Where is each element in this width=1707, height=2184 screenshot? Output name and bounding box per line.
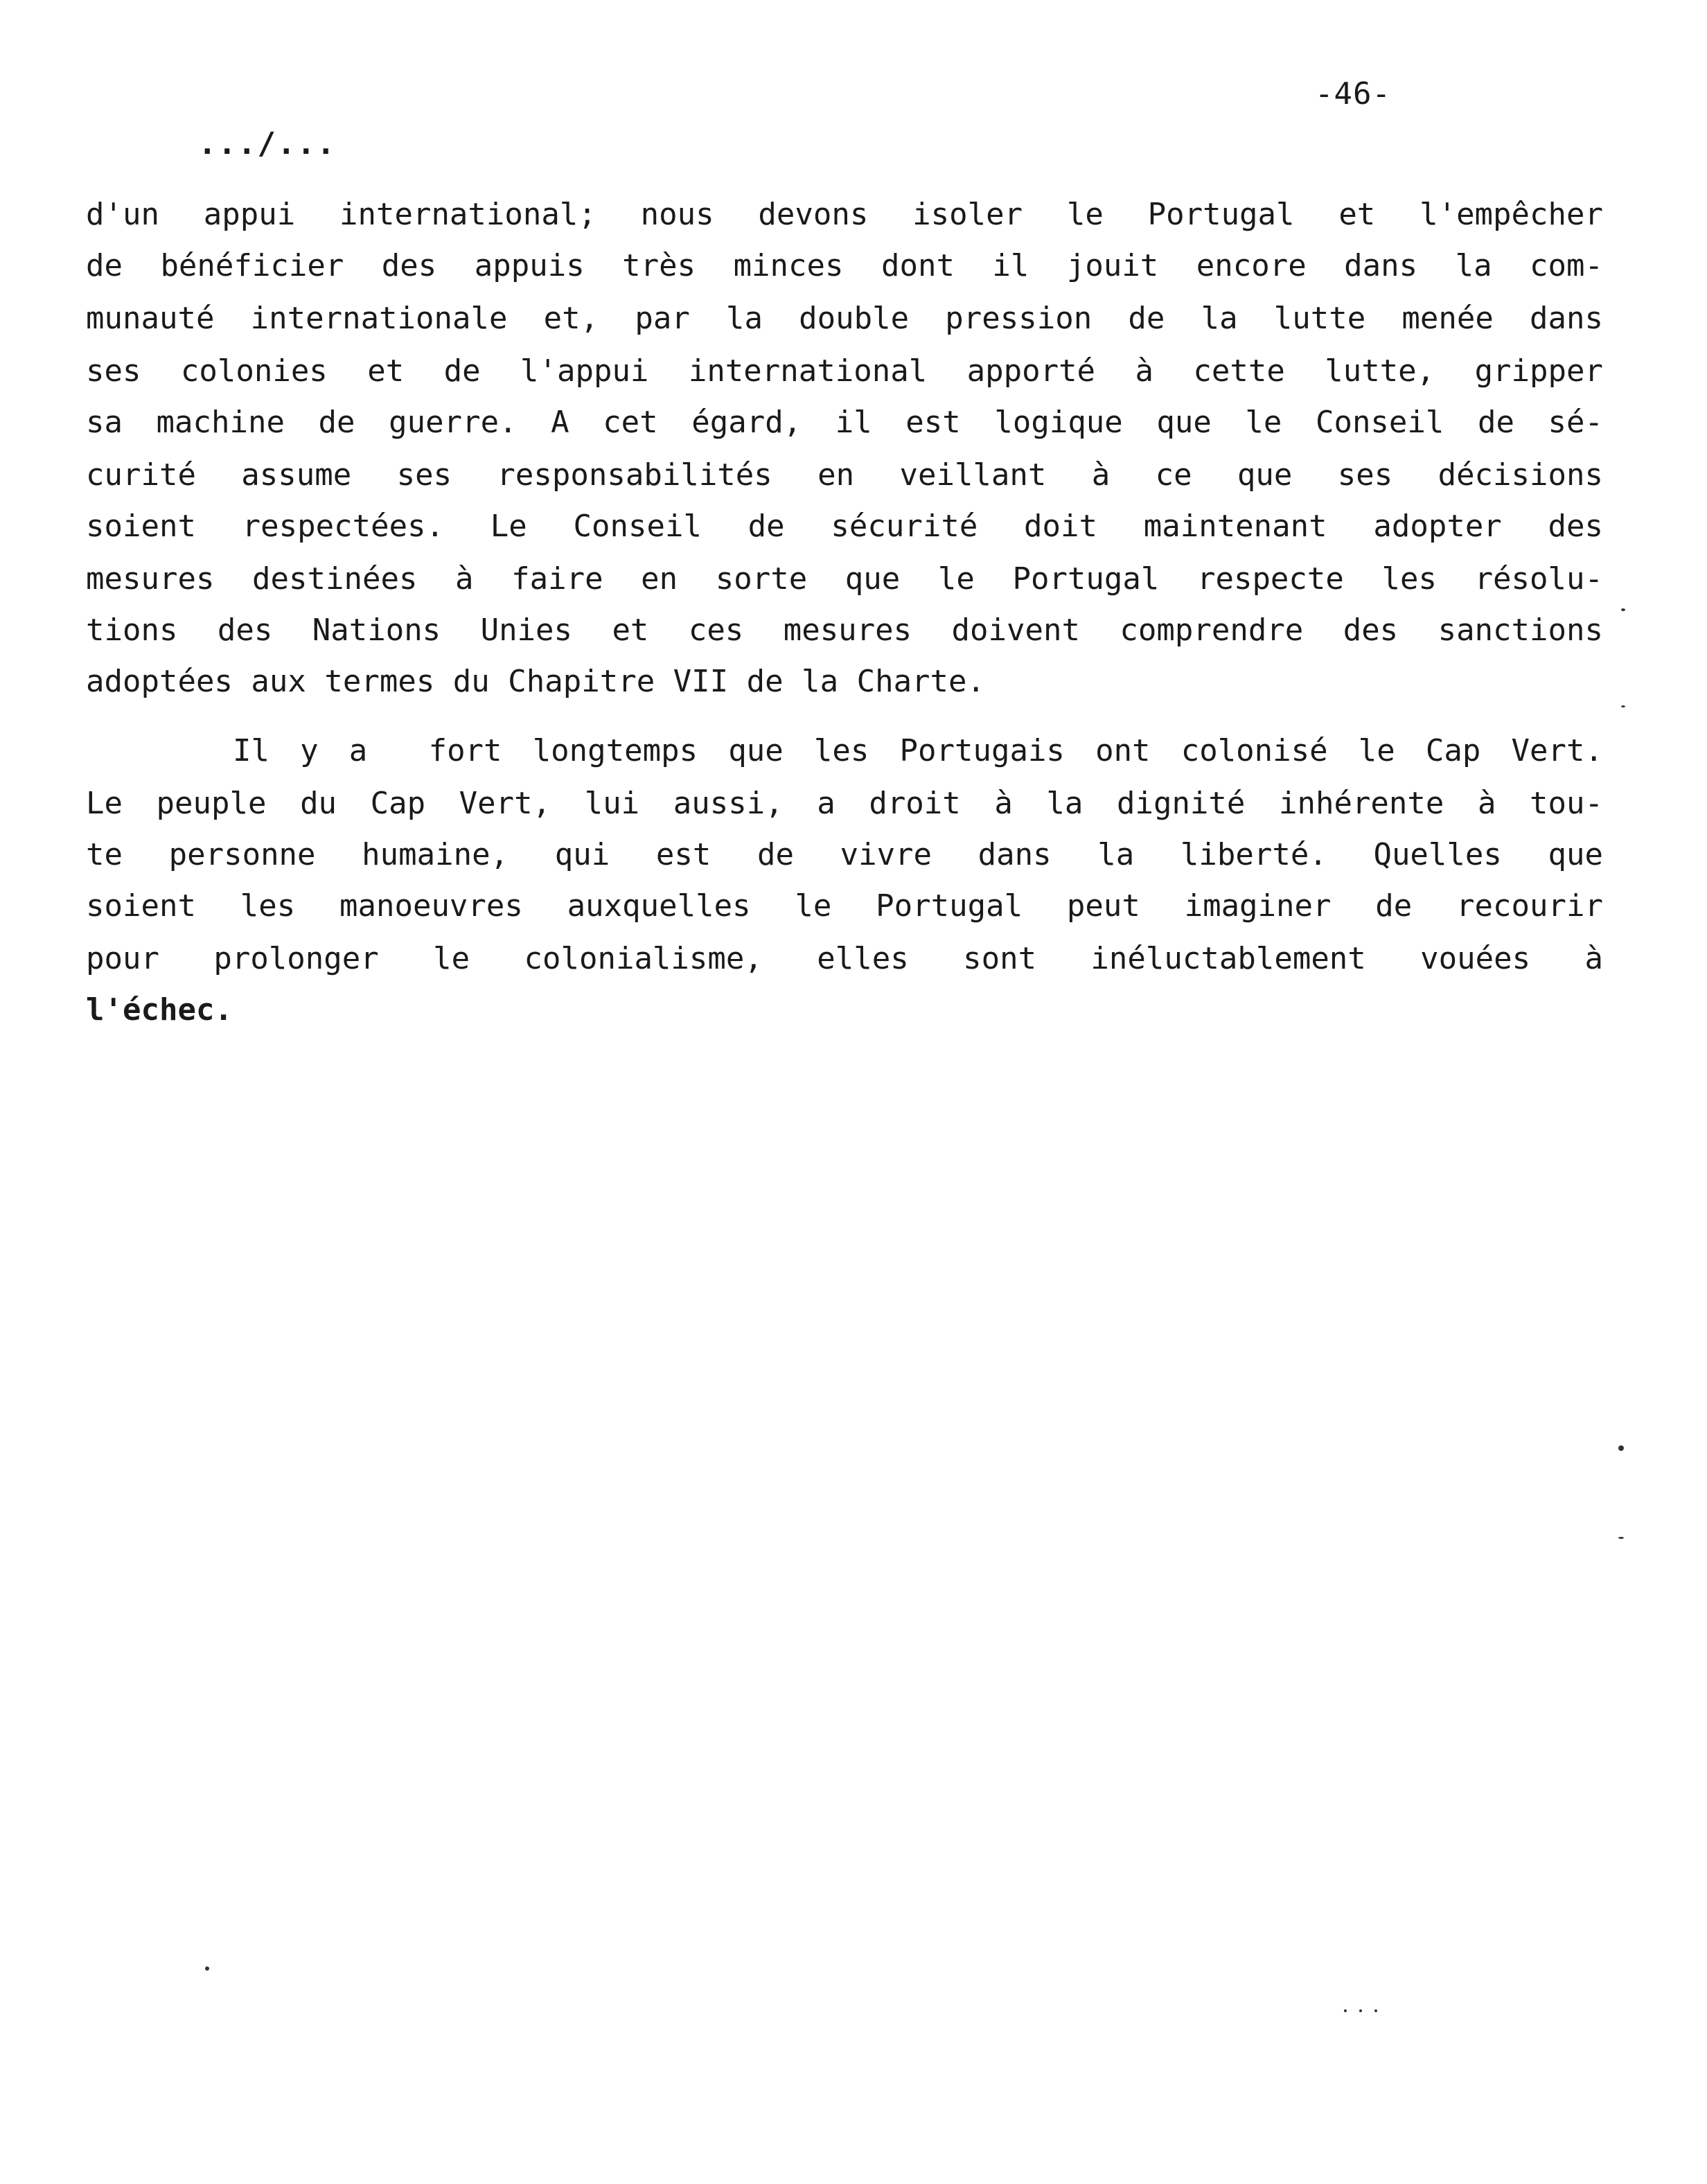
paragraph-2-line: te personne humaine, qui est de vivre dans la liberté. Quelles que (86, 837, 1603, 872)
paragraph-1-line: munauté internationale et, par la double pression de la lutte menée dans (86, 301, 1603, 336)
scan-speck (205, 1966, 209, 1971)
paragraph-1-line: soient respectées. Le Conseil de sécurité doit maintenant adopter des (86, 509, 1603, 544)
scan-speck (1618, 1445, 1624, 1451)
paragraph-2-line: l'échec. (86, 992, 233, 1028)
scan-speck (1344, 2009, 1347, 2012)
scan-speck (1618, 1537, 1624, 1539)
paragraph-1-line: mesures destinées à faire en sorte que le Portugal respecte les résolu- (86, 561, 1603, 597)
paragraph-2-line: pour prolonger le colonialisme, elles sont inéluctablement vouées à (86, 941, 1603, 976)
paragraph-1-line: sa machine de guerre. A cet égard, il est logique que le Conseil de sé- (86, 405, 1603, 440)
continuation-mark: .../... (198, 126, 337, 161)
paragraph-1-line: adoptées aux termes du Chapitre VII de la Charte. (86, 664, 986, 699)
scan-speck (1621, 608, 1625, 611)
paragraph-1-line: ses colonies et de l'appui international apporté à cette lutte, gripper (86, 353, 1603, 389)
paragraph-2-line: Le peuple du Cap Vert, lui aussi, a droit à la dignité inhérente à tou- (86, 786, 1603, 821)
paragraph-2-line: Il y a fort longtemps que les Portugais ont colonisé le Cap Vert. (233, 733, 1603, 768)
paragraph-1-line: d'un appui international; nous devons isoler le Portugal et l'empêcher (86, 197, 1603, 232)
paragraph-1-line: tions des Nations Unies et ces mesures doivent comprendre des sanctions (86, 613, 1603, 648)
scan-speck (1359, 2009, 1362, 2012)
paragraph-2-line: soient les manoeuvres auxquelles le Portugal peut imaginer de recourir (86, 888, 1603, 924)
page-number: -46- (1315, 76, 1391, 112)
paragraph-1-line: de bénéficier des appuis très minces dont il jouit encore dans la com- (86, 248, 1603, 283)
paragraph-1-line: curité assume ses responsabilités en veillant à ce que ses décisions (86, 457, 1603, 493)
scan-speck (1621, 705, 1625, 707)
scan-speck (1374, 2009, 1377, 2012)
